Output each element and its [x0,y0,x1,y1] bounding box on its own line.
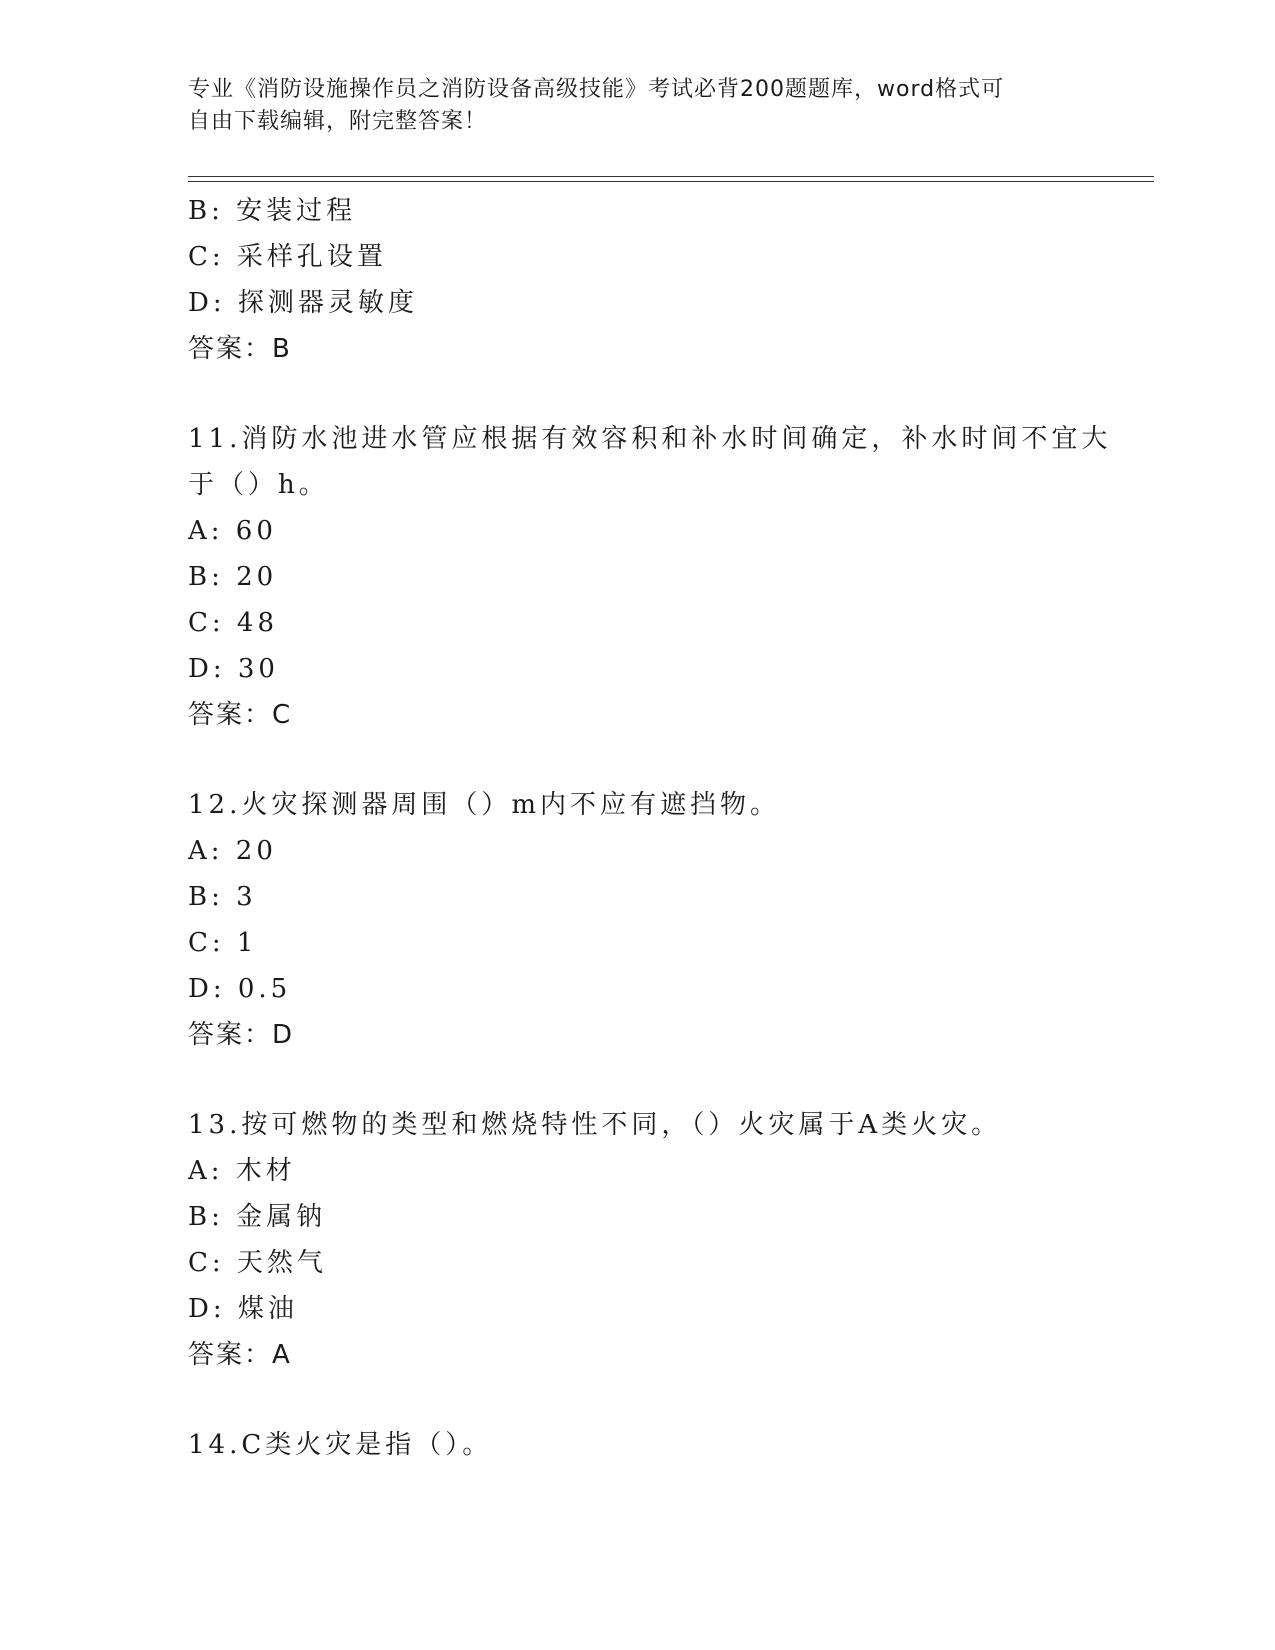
document-header [188,74,1068,138]
option-d: D: 探测器灵敏度 [188,288,418,318]
question-14 [188,1422,1088,1468]
question-13 [188,1102,1088,1378]
option-b: B: 20 [188,562,278,592]
question-11 [188,416,1112,738]
answer: 答案：B [188,334,292,364]
option-b: B: 安装过程 [188,196,357,226]
question-stem: 11.消防水池进水管应根据有效容积和补水时间确定，补水时间不宜大 [188,424,1112,454]
question-list [188,188,1112,1468]
option-a: A: 20 [188,836,277,866]
question-stem: 12.火灾探测器周围（）m内不应有遮挡物。 [188,790,781,820]
option-a: A: 木材 [188,1156,296,1186]
option-c: C: 天然气 [188,1248,327,1278]
header-divider-bottom [188,181,1154,182]
header-line-1: 专业《消防设施操作员之消防设备高级技能》考试必背200题题库，word格式可 [188,77,1005,102]
header-divider-top [188,176,1154,177]
answer: 答案：C [188,700,293,730]
question-12 [188,782,1088,1058]
option-b: B: 3 [188,882,257,912]
option-b: B: 金属钠 [188,1202,327,1232]
option-c: C: 48 [188,608,279,638]
option-c: C: 采样孔设置 [188,242,387,272]
option-d: D: 30 [188,654,279,684]
question-stem: 14.C类火灾是指（）。 [188,1430,493,1460]
question-stem: 13.按可燃物的类型和燃烧特性不同，（）火灾属于A类火灾。 [188,1110,1002,1140]
answer: 答案：A [188,1340,292,1370]
option-d: D: 0.5 [188,974,292,1004]
option-d: D: 煤油 [188,1294,298,1324]
option-a: A: 60 [188,516,277,546]
header-line-2: 自由下载编辑，附完整答案！ [188,109,488,134]
question-stem-continued: 于（）h。 [188,470,329,500]
option-c: C: 1 [188,928,258,958]
answer: 答案：D [188,1020,295,1050]
question-10 [188,188,1088,372]
